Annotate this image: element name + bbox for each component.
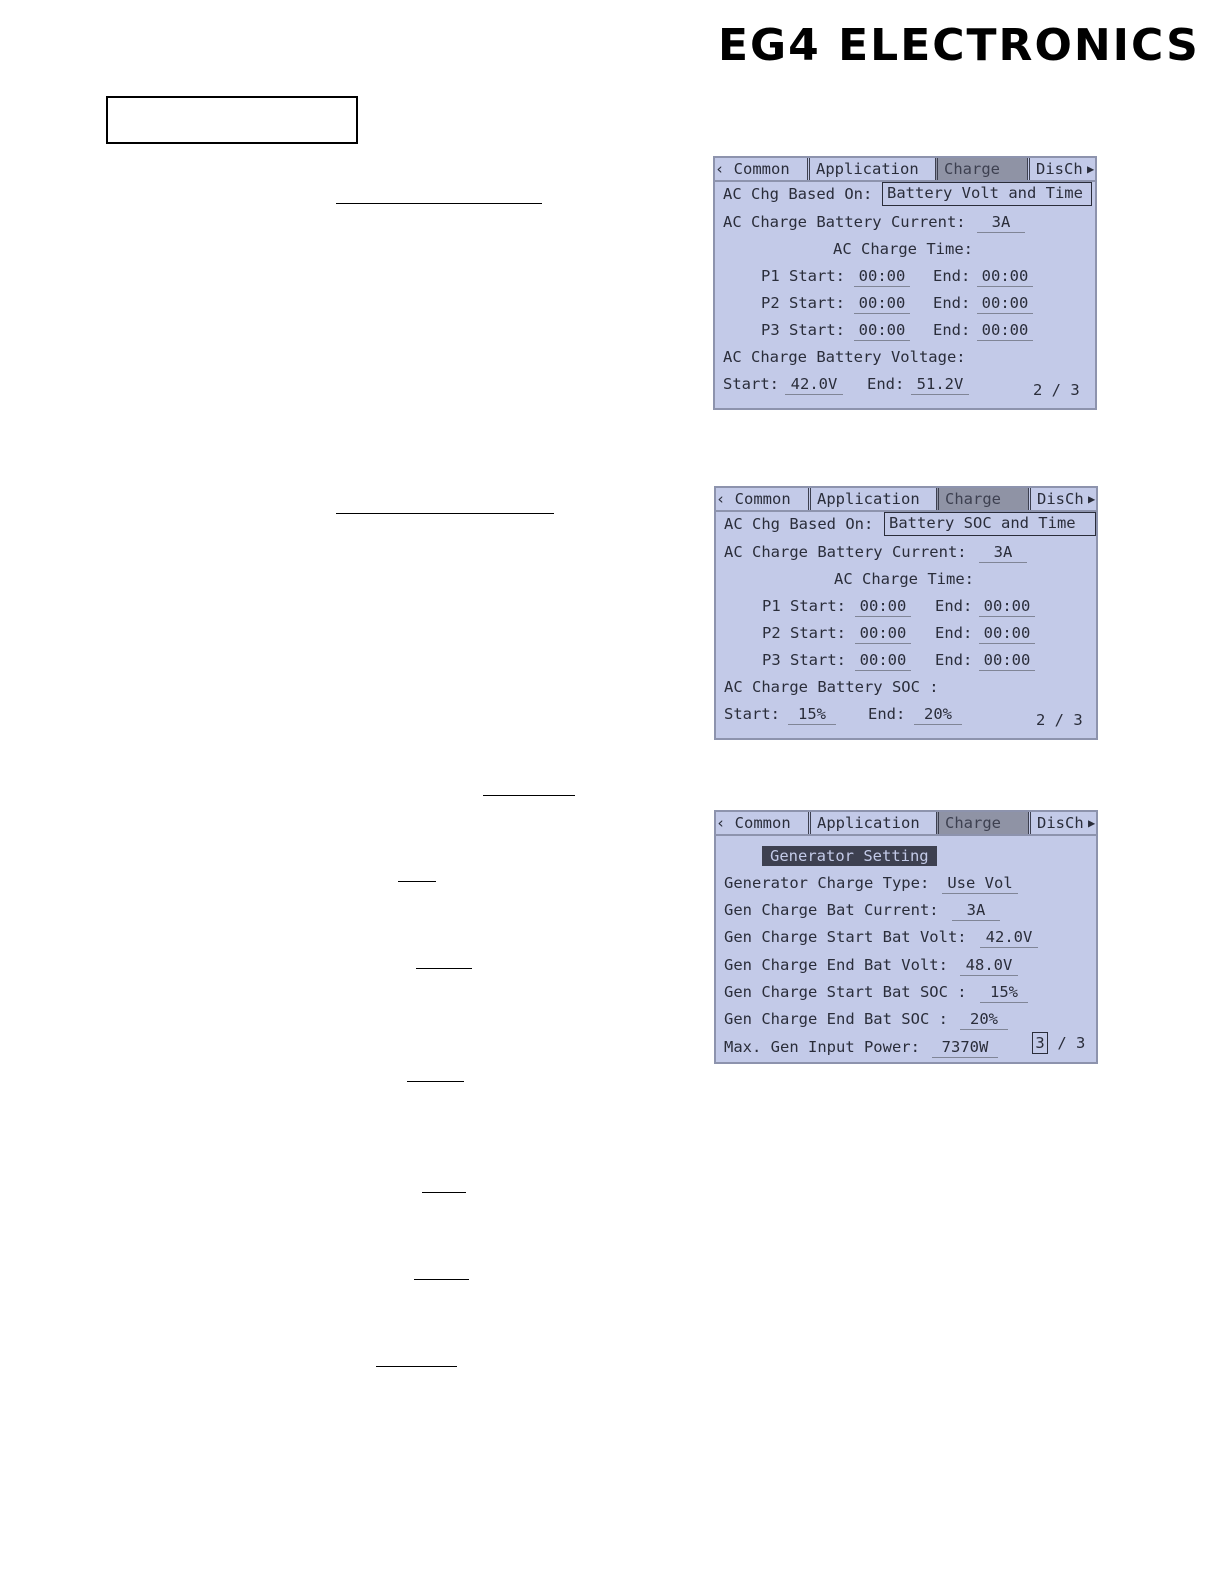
underline-1 [336, 203, 542, 204]
p1-end-value[interactable]: 00:00 [977, 266, 1033, 287]
tab-application[interactable]: Application [807, 158, 935, 180]
current-page-box[interactable]: 3 [1032, 1032, 1048, 1054]
p1-start-label: P1 Start: [762, 597, 846, 615]
p1-end-label: End: [935, 597, 973, 615]
p1-end-value[interactable]: 00:00 [979, 596, 1035, 617]
end-soc-value[interactable]: 20% [914, 704, 962, 725]
start-label: Start: [723, 375, 779, 393]
tab-common[interactable]: ‹ Common [715, 160, 790, 178]
tab-bar [716, 488, 1096, 512]
voltage-limit-label: AC Charge Battery Voltage: [723, 348, 966, 366]
gen-charge-type-label: Generator Charge Type: [724, 874, 930, 892]
end-label: End: [867, 375, 905, 393]
charge-current-value[interactable]: 3A [979, 542, 1027, 563]
p2-end-label: End: [935, 624, 973, 642]
underline-5 [416, 968, 472, 969]
gen-charge-type-value[interactable]: Use Vol [942, 873, 1018, 894]
charge-time-label: AC Charge Time: [833, 240, 973, 258]
page-indicator: 2 / 3 [1036, 711, 1083, 729]
p2-start-label: P2 Start: [762, 624, 846, 642]
underline-2 [336, 513, 554, 514]
gen-bat-current-label: Gen Charge Bat Current: [724, 901, 939, 919]
p2-start-value[interactable]: 00:00 [854, 293, 910, 314]
based-on-label: AC Chg Based On: [724, 515, 874, 533]
tab-bar [715, 158, 1095, 182]
tab-charge[interactable]: Charge [935, 158, 1027, 180]
p1-end-label: End: [933, 267, 971, 285]
p2-end-value[interactable]: 00:00 [977, 293, 1033, 314]
p2-start-value[interactable]: 00:00 [855, 623, 911, 644]
page-indicator [1032, 1032, 1085, 1054]
tab-disch[interactable]: DisCh [1027, 158, 1095, 180]
tab-disch[interactable]: DisCh [1028, 812, 1096, 834]
gen-start-volt-label: Gen Charge Start Bat Volt: [724, 928, 967, 946]
tab-charge[interactable]: Charge [936, 488, 1028, 510]
start-voltage-value[interactable]: 42.0V [785, 374, 843, 395]
start-soc-value[interactable]: 15% [788, 704, 836, 725]
based-on-label: AC Chg Based On: [723, 185, 873, 203]
p2-end-label: End: [933, 294, 971, 312]
gen-start-soc-label: Gen Charge Start Bat SOC : [724, 983, 967, 1001]
charge-current-label: AC Charge Battery Current: [724, 543, 967, 561]
p3-end-label: End: [935, 651, 973, 669]
lcd-screen-generator-setting [714, 810, 1098, 1064]
p3-start-value[interactable]: 00:00 [854, 320, 910, 341]
tab-disch[interactable]: DisCh [1028, 488, 1096, 510]
tab-common[interactable]: ‹ Common [716, 814, 791, 832]
p3-end-label: End: [933, 321, 971, 339]
underline-6 [407, 1081, 464, 1082]
soc-limit-label: AC Charge Battery SOC : [724, 678, 939, 696]
max-gen-power-value[interactable]: 7370W [932, 1037, 998, 1058]
tab-scroll-right-icon[interactable]: ▶ [1087, 162, 1095, 176]
based-on-select[interactable]: Battery Volt and Time [882, 182, 1092, 206]
p2-end-value[interactable]: 00:00 [979, 623, 1035, 644]
tab-scroll-right-icon[interactable]: ▶ [1088, 816, 1096, 830]
brand-logo: EG4 ELECTRONICS [718, 20, 1200, 71]
end-label: End: [868, 705, 906, 723]
lcd-screen-ac-charge-soc [714, 486, 1098, 740]
gen-end-soc-value[interactable]: 20% [960, 1009, 1008, 1030]
p3-start-value[interactable]: 00:00 [855, 650, 911, 671]
page-indicator: 2 / 3 [1033, 381, 1080, 399]
charge-current-label: AC Charge Battery Current: [723, 213, 966, 231]
tab-common[interactable]: ‹ Common [716, 490, 791, 508]
underline-8 [414, 1279, 469, 1280]
gen-start-volt-value[interactable]: 42.0V [980, 927, 1038, 948]
end-voltage-value[interactable]: 51.2V [911, 374, 969, 395]
based-on-select[interactable]: Battery SOC and Time [884, 512, 1096, 536]
gen-end-volt-value[interactable]: 48.0V [960, 955, 1018, 976]
start-label: Start: [724, 705, 780, 723]
lcd-screen-ac-charge-voltage [713, 156, 1097, 410]
page-total: / 3 [1057, 1034, 1086, 1052]
tab-charge[interactable]: Charge [936, 812, 1028, 834]
gen-end-soc-label: Gen Charge End Bat SOC : [724, 1010, 948, 1028]
tab-bar [716, 812, 1096, 836]
p2-start-label: P2 Start: [761, 294, 845, 312]
p1-start-value[interactable]: 00:00 [854, 266, 910, 287]
section-header-box [106, 96, 358, 144]
p3-start-label: P3 Start: [762, 651, 846, 669]
underline-9 [376, 1366, 457, 1367]
tab-scroll-right-icon[interactable]: ▶ [1088, 492, 1096, 506]
underline-7 [422, 1192, 466, 1193]
gen-start-soc-value[interactable]: 15% [980, 982, 1028, 1003]
underline-4 [398, 881, 436, 882]
generator-setting-title: Generator Setting [762, 846, 937, 866]
charge-current-value[interactable]: 3A [977, 212, 1025, 233]
p3-end-value[interactable]: 00:00 [979, 650, 1035, 671]
p1-start-value[interactable]: 00:00 [855, 596, 911, 617]
charge-time-label: AC Charge Time: [834, 570, 974, 588]
p3-end-value[interactable]: 00:00 [977, 320, 1033, 341]
p1-start-label: P1 Start: [761, 267, 845, 285]
gen-end-volt-label: Gen Charge End Bat Volt: [724, 956, 948, 974]
p3-start-label: P3 Start: [761, 321, 845, 339]
tab-application[interactable]: Application [808, 488, 936, 510]
max-gen-power-label: Max. Gen Input Power: [724, 1038, 920, 1056]
gen-bat-current-value[interactable]: 3A [952, 900, 1000, 921]
tab-application[interactable]: Application [808, 812, 936, 834]
underline-3 [483, 795, 575, 796]
